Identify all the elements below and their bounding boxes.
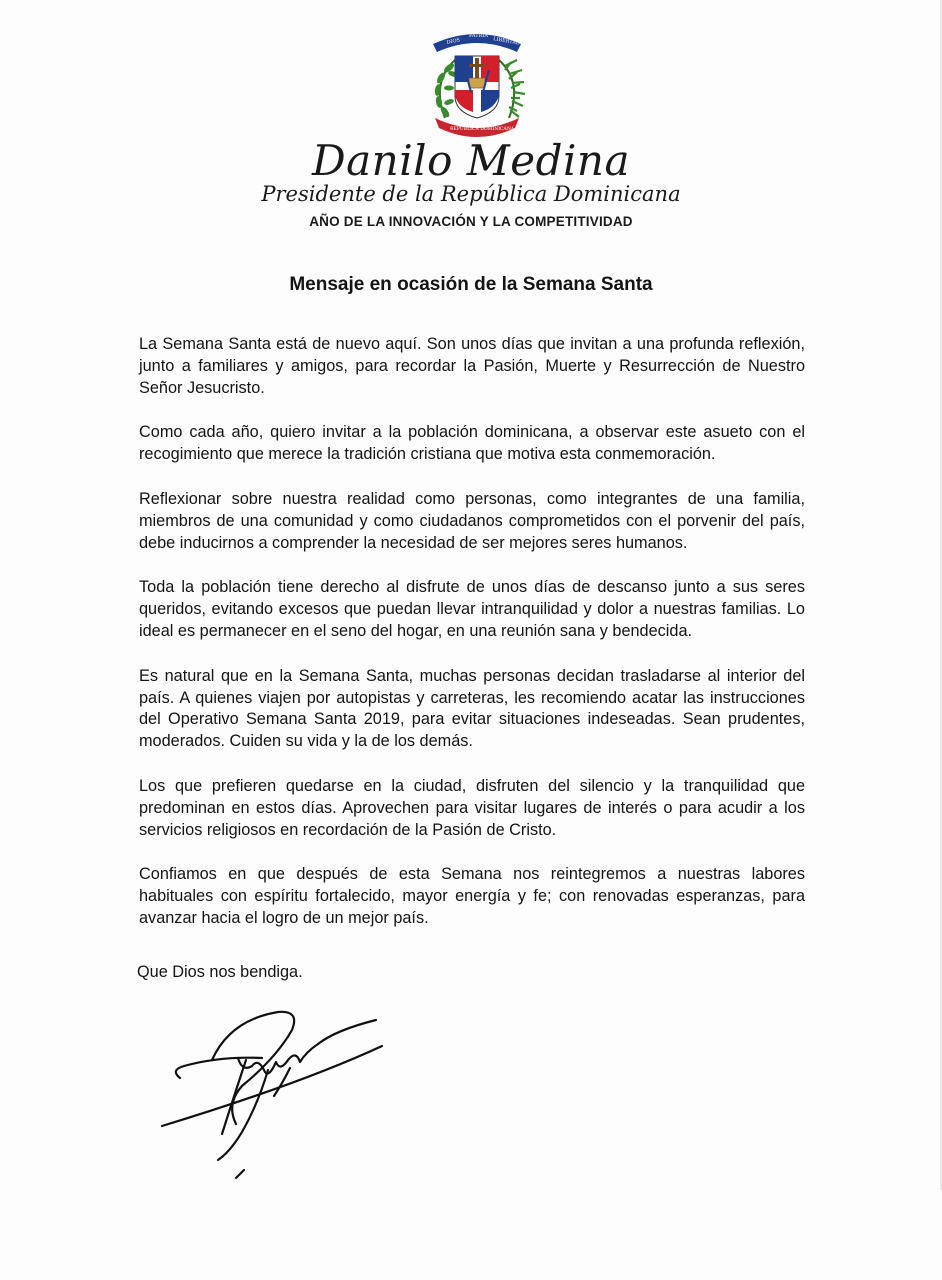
paragraph: Confiamos en que después de esta Semana nos reintegremos a nuestras labores habituales con espíritu fortalecido, mayor energía y fe; con renovadas esperanzas, para avanzar hacia el logro de un mejor país.	[139, 865, 805, 927]
paragraph: Los que prefieren quedarse en la ciudad, disfruten del silencio y la tranquilidad que predominan en estos días. Aprovechen para visitar lugares de interés o para acudir a los servicios religiosos en recordación de la Pasión de Cristo.	[139, 776, 805, 839]
paragraph: Como cada año, quiero invitar a la población dominicana, a observar este asueto con el recogimiento que merece la tradición cristiana que motiva esta conmemoración.	[139, 423, 805, 464]
document-title: Mensaje en ocasión de la Semana Santa	[289, 274, 653, 295]
message-body	[139, 334, 805, 953]
coat-of-arms-icon	[425, 22, 529, 140]
president-name: Danilo Medina	[311, 136, 631, 185]
svg-text:PATRIA: PATRIA	[469, 33, 488, 39]
paragraph: Reflexionar sobre nuestra realidad como personas, como integrantes de una familia, miembros de una comunidad y como ciudadanos comprometidos con el porvenir del país, debe inducirnos a comprender la necesidad de ser mejores seres humanos.	[139, 489, 805, 552]
paragraph: Toda la población tiene derecho al disfrute de unos días de descanso junto a sus seres queridos, evitando excesos que puedan llevar intranquilidad y dolor a nuestras familias. Lo ideal es permanecer en el seno del hogar, en una reunión sana y bendecida.	[139, 578, 805, 640]
president-role: Presidente de la República Dominicana	[261, 182, 681, 206]
closing-line: Que Dios nos bendiga.	[137, 963, 303, 981]
svg-text:DIOS: DIOS	[446, 37, 461, 46]
svg-text:REPÚBLICA DOMINICANA: REPÚBLICA DOMINICANA	[450, 127, 515, 132]
svg-text:LIBERTAD: LIBERTAD	[492, 36, 521, 47]
paragraph: Es natural que en la Semana Santa, muchas personas decidan trasladarse al interior del país. A quienes viajen por autopistas y carreteras, les recomiendo acatar las instrucciones del Operativo Semana Santa 2019, para evitar situaciones indeseadas. Sean prudentes, moderados. Cuiden su vida y la de los demás.	[139, 666, 805, 751]
signature-icon	[150, 1000, 400, 1190]
paragraph: La Semana Santa está de nuevo aquí. Son unos días que invitan a una profunda reflexión, junto a familiares y amigos, para recordar la Pasión, Muerte y Resurrección de Nuestro Señor Jesucristo.	[139, 335, 805, 397]
year-motto: AÑO DE LA INNOVACIÓN Y LA COMPETITIVIDAD	[309, 214, 633, 229]
